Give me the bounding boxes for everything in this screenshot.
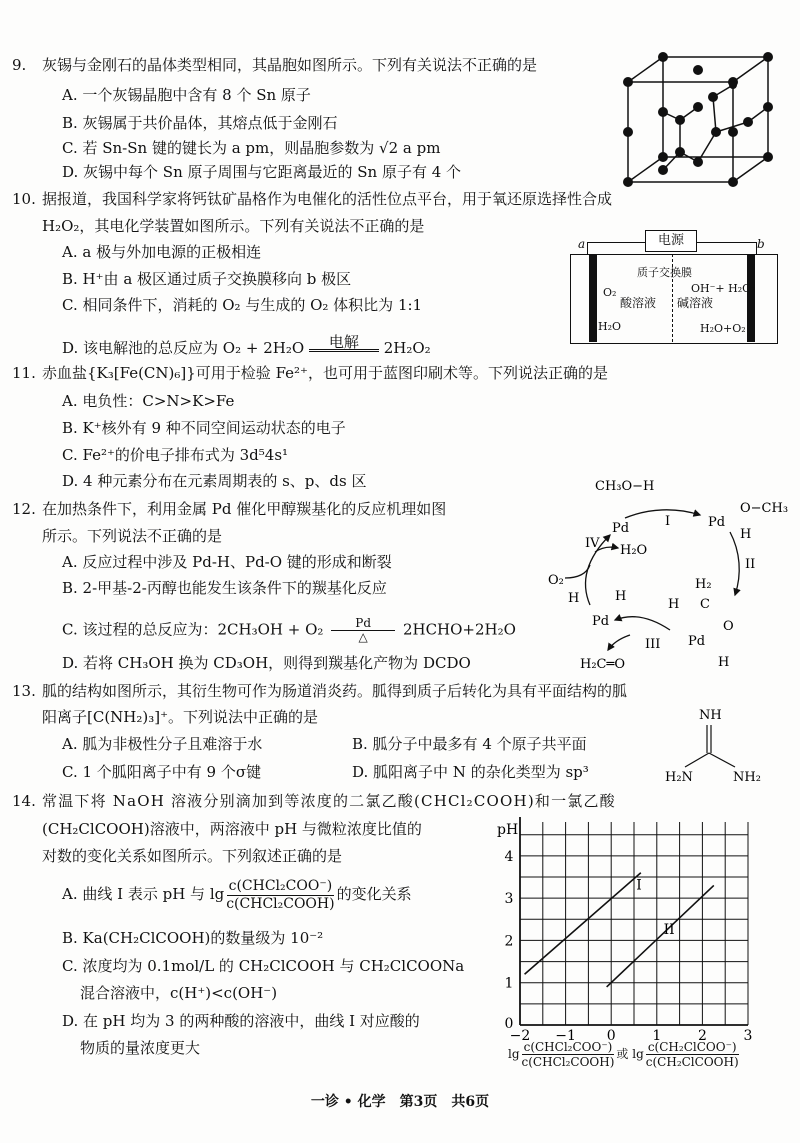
hpdh-pd: Pd: [592, 614, 610, 629]
q12-option-b: B. 2-甲基-2-丙醇也能发生该条件下的羰基化反应: [62, 579, 387, 597]
page-footer: 一诊 • 化学 第3页 共6页: [310, 1094, 490, 1110]
q12-stem-line2: 所示。下列说法不正确的是: [42, 527, 223, 545]
q13-option-c: C. 1 个胍阳离子中有 9 个σ键: [62, 763, 262, 781]
step-3-label: III: [645, 637, 661, 652]
imine-nh: NH: [699, 708, 722, 723]
ch2-h2: H₂: [695, 577, 712, 592]
pd-och3-pd: Pd: [708, 515, 726, 530]
q10-stem-line1: 据报道，我国科学家将钙钛矿晶格作为电催化的活性位点平台，用于氧还原选择性合成: [42, 190, 613, 208]
q12-stem-line1: 在加热条件下，利用金属 Pd 催化甲醇羰基化的反应机理如图: [42, 500, 447, 518]
q11-option-b: B. K⁺核外有 9 种不同空间运动状态的电子: [62, 419, 346, 437]
q12-option-c-pre: C. 该过程的总反应为：2CH₃OH + O₂: [62, 620, 324, 639]
xlabel-num2: c(CH₂ClCOO⁻): [647, 1040, 737, 1054]
xlabel-or: 或 lg: [616, 1047, 644, 1061]
y-tick-label: 1: [504, 975, 514, 992]
left-product: O₂: [603, 286, 617, 299]
och3-label: O−CH₃: [740, 501, 789, 516]
q12-option-d: D. 若将 CH₃OH 换为 CD₃OH，则得到羰基化产物为 DCDO: [62, 654, 471, 672]
q10-number: 10.: [12, 190, 36, 208]
electrolysis-figure: [565, 233, 790, 354]
q10-option-c: C. 相同条件下，消耗的 O₂ 与生成的 O₂ 体积比为 1:1: [62, 296, 423, 314]
xlabel-den2: c(CH₂ClCOOH): [645, 1055, 739, 1069]
xlabel-den1: c(CHCl₂COOH): [521, 1055, 615, 1069]
ch2-h: H: [668, 597, 680, 612]
curve-label-I: I: [636, 877, 642, 894]
ch2-c: C: [700, 597, 710, 612]
chart-x-axis-label: [508, 1040, 741, 1069]
pd-h-label: H: [740, 527, 752, 542]
q14-option-a: [62, 874, 412, 914]
hpdh-h2: H: [615, 589, 627, 604]
q9-number: 9.: [12, 56, 27, 74]
q10-option-d-pre: D. 该电解池的总反应为 O₂ + 2H₂O: [62, 339, 305, 357]
y-tick-label: 0: [504, 1016, 514, 1032]
q11-option-a: A. 电负性：C>N>K>Fe: [62, 392, 235, 410]
q11-option-c: C. Fe²⁺的价电子排布式为 3d⁵4s¹: [62, 446, 289, 464]
mechanism-figure: [540, 470, 790, 680]
q11-stem: 赤血盐{K₃[Fe(CN)₆]}可用于检验 Fe²⁺，也可用于蓝图印刷术等。下列说法正确的是: [42, 364, 608, 382]
y-tick-label: 4: [504, 848, 514, 865]
q12-option-c-post: 2HCHO+2H₂O: [402, 620, 516, 639]
q9-option-c: C. 若 Sn-Sn 键的键长为 a pm，则晶胞参数为 √2 a pm: [62, 139, 441, 157]
x-tick-label: 0: [606, 1028, 616, 1044]
electrode-b-label: b: [757, 237, 765, 251]
pd-label: Pd: [612, 521, 630, 536]
q10-condition: 电解: [328, 333, 359, 351]
crystal-cell-figure: [618, 52, 778, 187]
q10-option-d: [62, 335, 431, 358]
right-product: OH⁻+ H₂O₂: [691, 282, 756, 295]
q9-option-a: A. 一个灰锡晶胞中含有 8 个 Sn 原子: [62, 86, 311, 104]
cyclic-pd-h: H: [718, 655, 730, 670]
electrode-a: [589, 254, 597, 342]
hpdh-h1: H: [568, 591, 580, 606]
xlabel-num1: c(CHCl₂COO⁻): [523, 1040, 613, 1054]
cyclic-pd: Pd: [688, 634, 706, 649]
x-tick-label: 2: [697, 1028, 707, 1044]
q10-option-a: A. a 极与外加电源的正极相连: [62, 243, 262, 261]
q12-option-a: A. 反应过程中涉及 Pd-H、Pd-O 键的形成和断裂: [62, 553, 392, 571]
x-tick-label: −2: [509, 1028, 531, 1044]
membrane-label: 质子交换膜: [637, 266, 692, 279]
q12-catalyst: Pd: [355, 616, 372, 630]
q10-option-d-post: 2H₂O₂: [383, 339, 431, 357]
q14-option-a-post: 的变化关系: [336, 885, 412, 903]
q14-stem-line3: 对数的变化关系如图所示。下列叙述正确的是: [42, 847, 343, 865]
q14-number: 14.: [12, 792, 36, 810]
curve-label-II: II: [663, 922, 675, 939]
q9-option-b: B. 灰锡属于共价晶体，其熔点低于金刚石: [62, 114, 338, 132]
base-label: 碱溶液: [677, 296, 714, 310]
formaldehyde-label: H₂C═O: [580, 657, 625, 672]
q9-option-d: D. 灰锡中每个 Sn 原子周围与它距离最近的 Sn 原子有 4 个: [62, 163, 462, 181]
x-tick-label: −1: [555, 1028, 576, 1044]
ch2-o: O: [723, 619, 734, 634]
q14-option-b: B. Ka(CH₂ClCOOH)的数量级为 10⁻²: [62, 929, 324, 947]
electrode-b: [747, 254, 755, 342]
x-tick-label: 3: [743, 1028, 753, 1044]
q13-stem-line1: 胍的结构如图所示，其衍生物可作为肠道消炎药。胍得到质子后转化为具有平面结构的胍: [42, 682, 628, 700]
step-4-label: IV: [585, 536, 600, 551]
q13-number: 13.: [12, 682, 36, 700]
q13-stem-line2: 阳离子[C(NH₂)₃]⁺。下列说法中正确的是: [42, 708, 319, 726]
q10-option-b: B. H⁺由 a 极区通过质子交换膜移向 b 极区: [62, 270, 352, 288]
ph-chart: [495, 815, 775, 1045]
q14-a-numerator: c(CHCl₂COO⁻): [228, 877, 333, 894]
water-label: H₂O: [620, 543, 648, 558]
amine-nh2: NH₂: [733, 770, 761, 785]
q11-number: 11.: [12, 364, 36, 382]
q13-option-a: A. 胍为非极性分子且难溶于水: [62, 735, 263, 753]
right-reactant: H₂O+O₂: [700, 322, 746, 335]
curve-II: [607, 885, 714, 987]
q12-heat-symbol: △: [358, 630, 368, 644]
q14-option-c-line1: C. 浓度均为 0.1mol/L 的 CH₂ClCOOH 与 CH₂ClCOONa: [62, 957, 465, 975]
q14-stem-line1: 常温下将 NaOH 溶液分别滴加到等浓度的二氯乙酸(CHCl₂COOH)和一氯乙酸: [42, 792, 616, 810]
q12-option-c: [62, 617, 516, 644]
q14-stem-line2: (CH₂ClCOOH)溶液中，两溶液中 pH 与微粒浓度比值的: [42, 820, 422, 838]
q14-a-denominator: c(CHCl₂COOH): [226, 895, 335, 912]
q14-option-d-line2: 物质的量浓度更大: [80, 1039, 201, 1057]
q14-option-d-line1: D. 在 pH 均为 3 的两种酸的溶液中，曲线 I 对应酸的: [62, 1012, 420, 1030]
x-tick-label: 1: [652, 1028, 662, 1044]
acid-label: 酸溶液: [620, 296, 657, 310]
amine-h2n: H₂N: [665, 770, 693, 785]
y-tick-label: 2: [504, 933, 514, 950]
q12-number: 12.: [12, 500, 36, 518]
methanol-label: CH₃O−H: [595, 479, 655, 494]
y-tick-label: 3: [504, 891, 514, 908]
guanidine-structure: [665, 705, 775, 785]
q13-option-d: D. 胍阳离子中 N 的杂化类型为 sp³: [352, 763, 589, 781]
q11-option-d: D. 4 种元素分布在元素周期表的 s、p、ds 区: [62, 472, 367, 490]
curve-I: [525, 873, 641, 975]
left-reactant: H₂O: [598, 320, 622, 333]
q10-stem-line2: H₂O₂，其电化学装置如图所示。下列有关说法不正确的是: [42, 217, 425, 235]
step-2-label: II: [745, 557, 756, 572]
q14-option-a-pre: A. 曲线 I 表示 pH 与 lg: [62, 885, 225, 903]
y-axis-label: pH: [497, 822, 519, 838]
q14-option-c-line2: 混合溶液中，c(H⁺)<c(OH⁻): [80, 984, 278, 1002]
electrode-a-label: a: [578, 237, 586, 251]
power-source-label: 电源: [645, 230, 697, 252]
step-1-label: I: [665, 514, 671, 529]
o2-label: O₂: [548, 573, 564, 588]
xlabel-lg1: lg: [508, 1047, 520, 1061]
q9-stem: 灰锡与金刚石的晶体类型相同，其晶胞如图所示。下列有关说法不正确的是: [42, 56, 538, 74]
q13-option-b: B. 胍分子中最多有 4 个原子共平面: [352, 735, 587, 753]
mechanism-labels: [548, 479, 788, 672]
